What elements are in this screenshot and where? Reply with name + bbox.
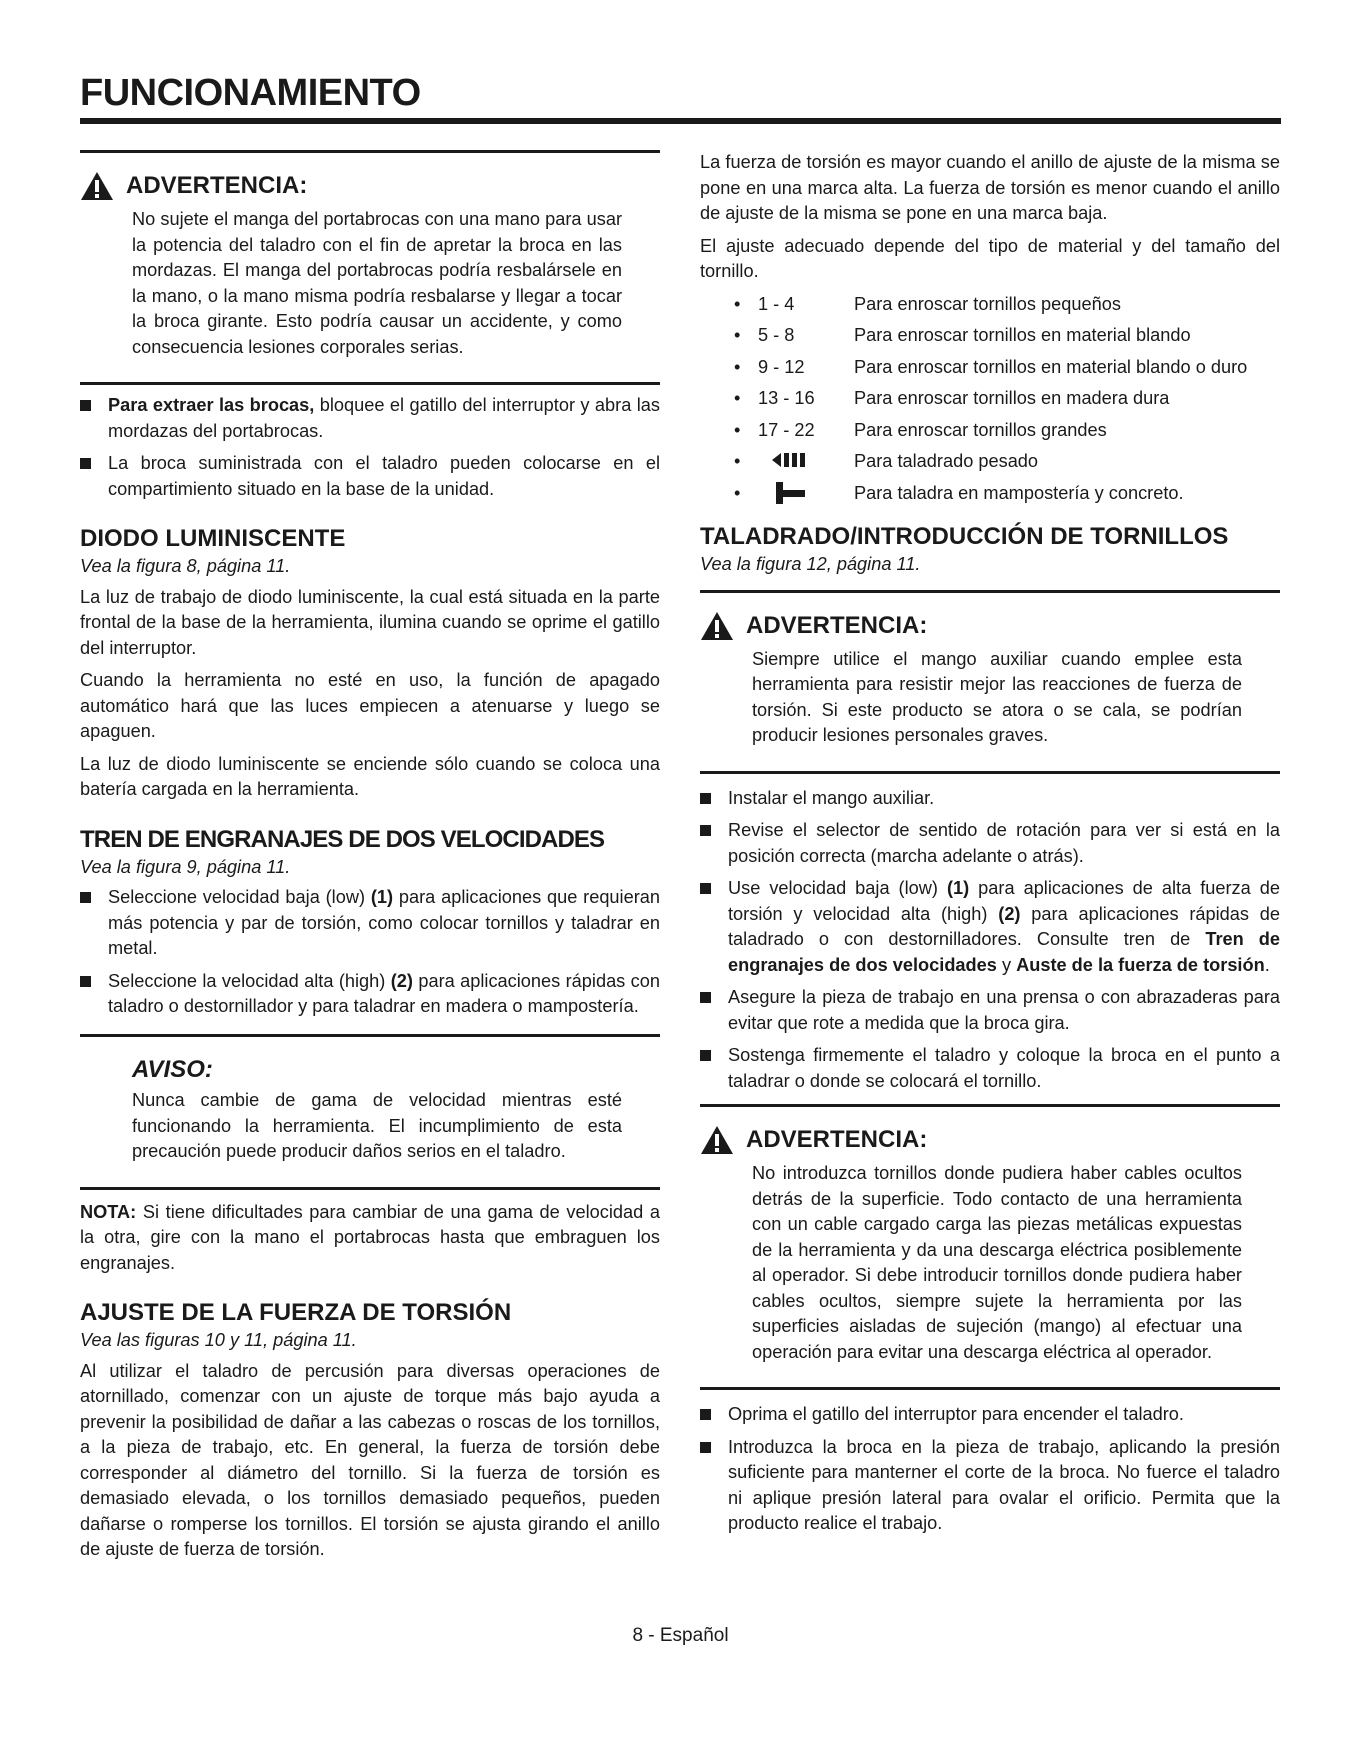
figure-reference: Vea la figura 9, página 11. [80,856,291,877]
left-column [80,150,660,1570]
list-item: • 13 - 16 Para enroscar tornillos en madera dura [734,388,1170,408]
warning-box-handle [700,593,1280,771]
warning-bottom-rule [700,771,1280,774]
section-heading-tren: TREN DE ENGRANAJES DE DOS VELOCIDADES [80,825,605,853]
square-bullet-icon [80,892,91,903]
list-item: Asegure la pieza de trabajo en una prensa o con abrazaderas para evitar que rote a medida que la broca gira. [700,985,1280,1036]
list-item: • 5 - 8 Para enroscar tornillos en material blando [734,325,1191,345]
square-bullet-icon [700,1442,711,1453]
torque-settings-list [734,292,1280,509]
list-item: • 17 - 22 Para enroscar tornillos grandes [734,419,1107,440]
square-bullet-icon [80,400,91,411]
title-rule [80,118,1281,124]
list-item: Revise el selector de sentido de rotación para ver si está en la posición correcta (marcha adelante o atrás). [700,818,1280,869]
list-item: Instalar el mango auxiliar. [700,786,1280,812]
list-item: • Para taladrado pesado [734,451,1039,471]
list-item: La broca suministrada con el taladro pueden colocarse en el compartimiento situado en la base de la unidad. [80,451,660,502]
list-item: Oprima el gatillo del interruptor para encender el taladro. [700,1402,1280,1428]
aviso-heading: AVISO: [132,1055,213,1083]
chuck-bullet-list [80,393,660,502]
paragraph: Al utilizar el taladro de percusión para diversas operaciones de atornillado, comenzar con un ajuste de torque más bajo ayuda a prevenir la posibilidad de dañar a las cabezas o roscas de los tornillos, a la pieza de trabajo, etc. En general, la fuerza de torsión debe corresponder al diámetro del tornillo. Si la fuerza de torsión es demasiado elevada, o los tornillos demasiado pequeños, pueden dañarse o romperse los tornillos. El torsión se ajusta girando el anillo de ajuste de fuerza de torsión. [80,1360,660,1559]
warning-triangle-icon [80,171,114,201]
warning-text: No sujete el manga del portabrocas con una mano para usar la potencia del taladro con el fin de apretar la broca en las mordazas. El manga del portabrocas podría resbalársele en la mano, o la mano misma podría resbalarse y llegar a tocar la broca girante. Esto podría causar un accidente, y como consecuencia lesiones corporales serias. [132,209,622,357]
paragraph: Cuando la herramienta no esté en uso, la función de apagado automático hará que las luces empiecen a atenuarse y luego se apaguen. [80,670,660,741]
hammer-symbol-icon [770,481,810,505]
section-heading-ajuste: AJUSTE DE LA FUERZA DE TORSIÓN [80,1299,512,1326]
warning-bottom-rule [80,382,660,385]
warning-heading: ADVERTENCIA: [746,1126,928,1154]
warning-triangle-icon [700,1125,734,1155]
square-bullet-icon [700,883,711,894]
square-bullet-icon [700,1409,711,1420]
square-bullet-icon [700,793,711,804]
list-item: • 1 - 4 Para enroscar tornillos pequeños [734,293,1121,314]
list-item: Use velocidad baja (low) (1) para aplicaciones de alta fuerza de torsión y velocidad alta (high) (2) para aplicaciones rápidas de taladrado o con destornilladores. Consulte tren de Tren de engranajes de dos velocidades y Auste de la fuerza de torsión. [700,876,1280,978]
page-footer: 8 - Español [632,1625,729,1646]
list-item: Sostenga firmemente el taladro y coloque la broca en el punto a taladrar o donde se colocará el tornillo. [700,1043,1280,1094]
list-item: • 9 - 12 Para enroscar tornillos en material blando o duro [734,356,1248,377]
paragraph: La luz de diodo luminiscente se enciende sólo cuando se coloca una batería cargada en la herramienta. [80,753,660,799]
list-item: Para extraer las brocas, bloquee el gatillo del interruptor y abra las mordazas del portabrocas. [80,393,660,444]
section-heading-diodo: DIODO LUMINISCENTE [80,525,346,552]
warning-heading: ADVERTENCIA: [126,172,308,200]
square-bullet-icon [700,1050,711,1061]
list-item: Introduzca la broca en la pieza de trabajo, aplicando la presión suficiente para manterner el corte de la broca. No fuerce el taladro ni aplique presión lateral para ovalar el orificio. Permita que la producto realice el trabajo. [700,1435,1280,1537]
list-item: Seleccione la velocidad alta (high) (2) para aplicaciones rápidas con taladro o destornillador y para taladrar en madera o mampostería. [80,969,660,1020]
right-column [700,150,1280,1544]
speed-bullet-list [80,885,660,1020]
warning-triangle-icon [700,611,734,641]
warning-text: Siempre utilice el mango auxiliar cuando emplee esta herramienta para resistir mejor las reacciones de fuerza de torsión. Si este producto se atora o se cala, se podrían producir lesiones personales graves. [752,648,1242,745]
paragraph: La fuerza de torsión es mayor cuando el anillo de ajuste de la misma se pone en una marca alta. La fuerza de torsión es menor cuando el anillo de ajuste de la misma se pone en una marca baja. [700,152,1280,223]
square-bullet-icon [700,992,711,1003]
warning-heading: ADVERTENCIA: [746,611,928,639]
paragraph: El ajuste adecuado depende del tipo de material y del tamaño del tornillo. [700,235,1280,281]
list-item: • Para taladra en mampostería y concreto. [734,482,1184,503]
aviso-text: Nunca cambie de gama de velocidad mientras esté funcionando la herramienta. El incumplimiento de esta precaución puede producir daños serios en el taladro. [132,1090,622,1161]
page-title: FUNCIONAMIENTO [80,72,421,114]
aviso-bottom-rule [80,1187,660,1190]
trigger-bullet-list [700,1402,1280,1537]
warning-bottom-rule [700,1387,1280,1390]
drill-symbol-icon [770,450,810,470]
list-item: Seleccione velocidad baja (low) (1) para aplicaciones que requieran más potencia y par de torsión, como colocar tornillos y taladrar en metal. [80,885,660,962]
square-bullet-icon [80,976,91,987]
figure-reference: Vea la figura 8, página 11. [80,556,291,576]
square-bullet-icon [80,458,91,469]
figure-reference: Vea la figura 12, página 11. [700,554,921,574]
section-heading-taladrado: TALADRADO/INTRODUCCIÓN DE TORNILLOS [700,523,1229,550]
drilling-bullet-list [700,786,1280,1095]
paragraph: La luz de trabajo de diodo luminiscente, la cual está situada en la parte frontal de la base de la herramienta, ilumina cuando se oprime el gatillo del interruptor. [80,586,660,658]
warning-box-chuck [80,153,660,382]
square-bullet-icon [700,825,711,836]
nota-paragraph: NOTA: Si tiene dificultades para cambiar de una gama de velocidad a la otra, gire con la mano el portabrocas hasta que embraguen los engranajes. [80,1201,660,1273]
warning-box-hidden-wires [700,1107,1280,1387]
aviso-box [80,1037,660,1187]
warning-text: No introduzca tornillos donde pudiera haber cables ocultos detrás de la superficie. Todo contacto de una herramienta con un cable cargado carga las piezas metálicas expuestas de la herramienta y da una descarga eléctrica posiblemente al operador. Si debe introducir tornillos donde pudiera haber cables ocultos, siempre sujete la herramienta por las superficies aisladas de sujeción (mango) al efectuar una operación para evitar una descarga eléctrica al operador. [752,1163,1242,1362]
figure-reference: Vea las figuras 10 y 11, página 11. [80,1330,357,1350]
